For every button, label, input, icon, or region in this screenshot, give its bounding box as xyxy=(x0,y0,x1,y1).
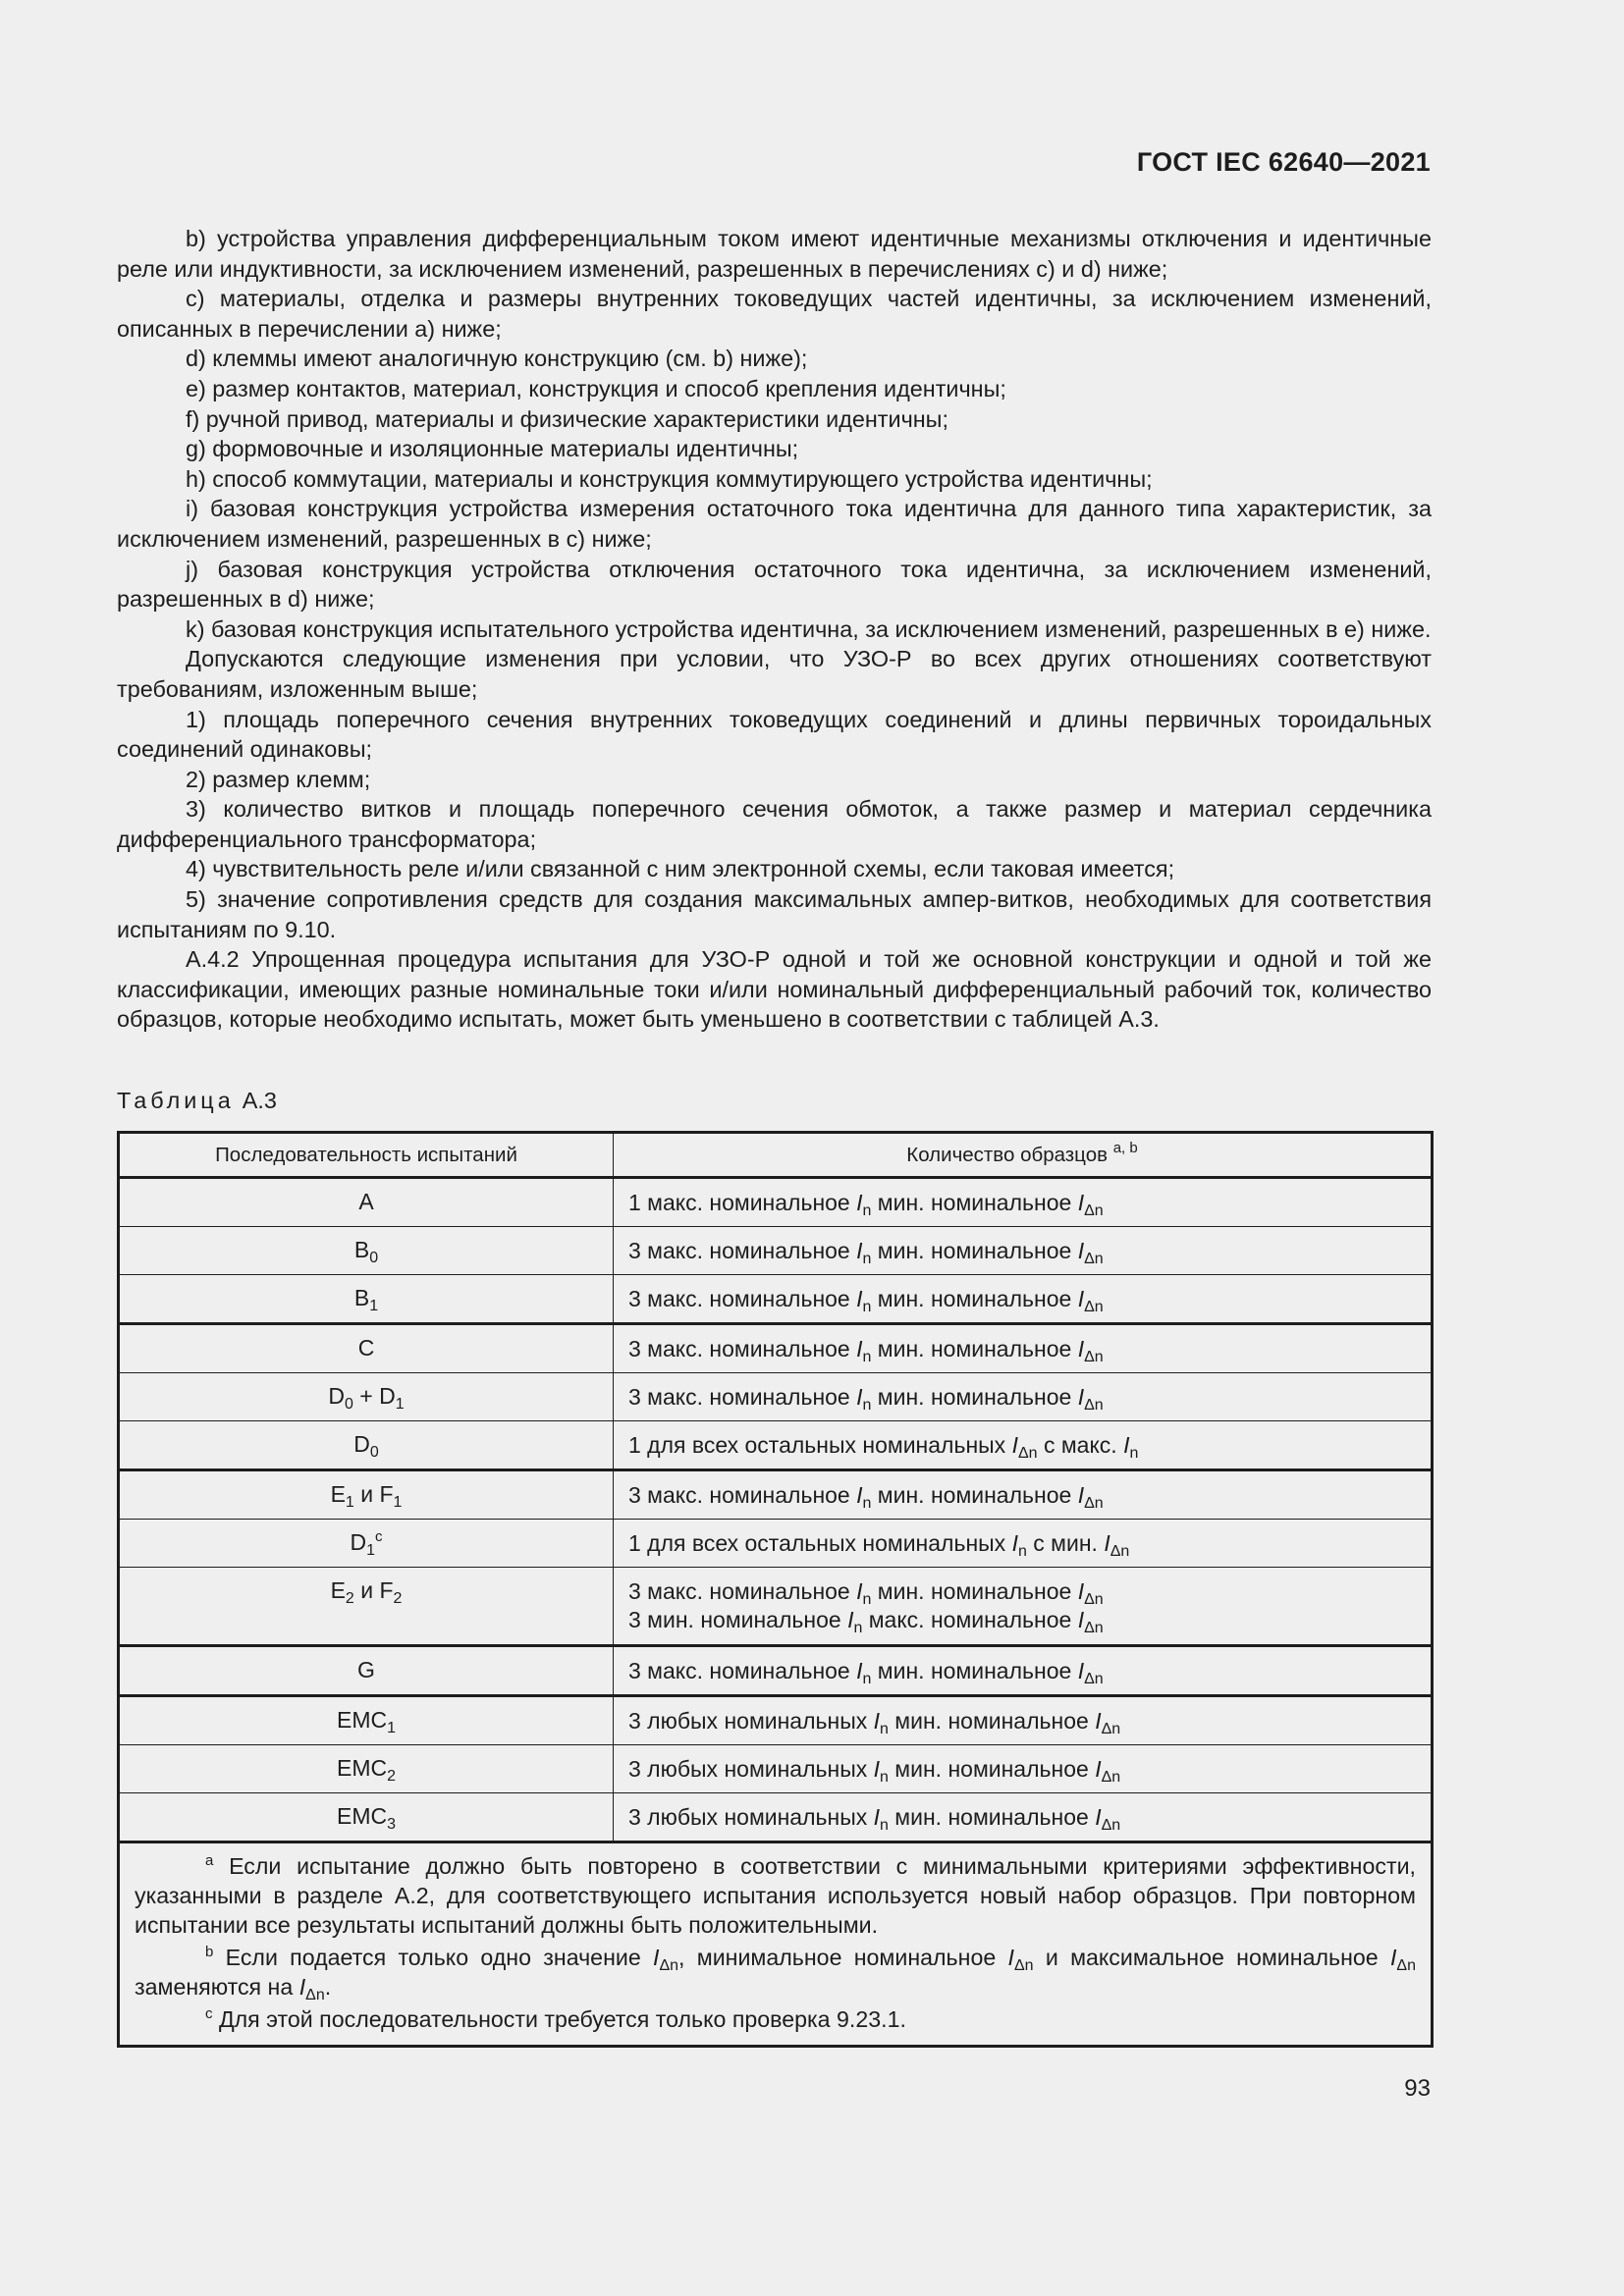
table-caption xyxy=(117,1088,277,1114)
table-notes-row xyxy=(119,1842,1433,2047)
paragraph: g) формовочные и изоляционные материалы идентичны; xyxy=(186,436,799,462)
footnote-a: $^a$ Если испытание должно быть повторено в соответствии с минимальными критериями эффективности, указанными в разделе А.2, для соответствующего испытания используется новый набор образцов. При повторном испытании все результаты испытаний должны быть положительными. xyxy=(135,1852,1416,1938)
page-number: 93 xyxy=(1404,2075,1431,2102)
table-row xyxy=(119,1324,1433,1373)
paragraph: 5) значение сопротивления средств для создания максимальных ампер-витков, необходимых для соответствия испытаниям по 9.10. xyxy=(117,886,1432,942)
body-text xyxy=(117,224,1432,1035)
sequence-cell: $D_1^c$ xyxy=(119,1520,614,1568)
table-row xyxy=(119,1275,1433,1324)
count-cell: 3 макс. номинальное $I_n$ мин. номинальное $I_{\Delta n}$ xyxy=(614,1227,1433,1275)
table-row xyxy=(119,1646,1433,1696)
count-cell: 3 любых номинальных $I_n$ мин. номинальное $I_{\Delta n}$ xyxy=(614,1696,1433,1745)
sequence-cell: $EMC_1$ xyxy=(119,1696,614,1745)
column-header-count: Количество образцов $^{a, b}$ xyxy=(614,1133,1433,1178)
table-row xyxy=(119,1373,1433,1421)
table-row xyxy=(119,1793,1433,1842)
count-cell: 1 для всех остальных номинальных $I_{\Delta n}$ с макс. $I_n$ xyxy=(614,1421,1433,1470)
table-row xyxy=(119,1421,1433,1470)
table-row xyxy=(119,1227,1433,1275)
paragraph: b) устройства управления дифференциальным током имеют идентичные механизмы отключения и идентичные реле или индуктивности, за исключением изменений, разрешенных в перечислениях c) и d) ниже; xyxy=(117,226,1432,282)
table-row xyxy=(119,1470,1433,1520)
sequence-cell: A xyxy=(119,1178,614,1227)
table-notes xyxy=(119,1842,1433,2047)
paragraph: j) базовая конструкция устройства отключения остаточного тока идентична, за исключением изменений, разрешенных в d) ниже; xyxy=(117,556,1432,613)
sequence-cell: C xyxy=(119,1324,614,1373)
paragraph: 4) чувствительность реле и/или связанной с ним электронной схемы, если таковая имеется; xyxy=(186,856,1175,882)
count-cell: 1 макс. номинальное $I_n$ мин. номинальное $I_{\Delta n}$ xyxy=(614,1178,1433,1227)
sequence-cell: $EMC_3$ xyxy=(119,1793,614,1842)
count-cell: 3 макс. номинальное $I_n$ мин. номинальное $I_{\Delta n}$ xyxy=(614,1646,1433,1696)
count-cell: 3 макс. номинальное $I_n$ мин. номинальное $I_{\Delta n}$ xyxy=(614,1275,1433,1324)
paragraph: Допускаются следующие изменения при условии, что УЗО-Р во всех других отношениях соответствуют требованиям, изложенным выше; xyxy=(117,646,1432,702)
table-caption-word: Таблица xyxy=(117,1088,235,1113)
table-row xyxy=(119,1568,1433,1646)
sequence-cell: $E_1$ и $F_1$ xyxy=(119,1470,614,1520)
sequence-cell: $B_0$ xyxy=(119,1227,614,1275)
count-cell: 3 макс. номинальное $I_n$ мин. номинальное $I_{\Delta n}$ 3 мин. номинальное $I_n$ макс. номинальное $I_{\Delta n}$ xyxy=(614,1568,1433,1646)
footnote-c: $^c$ Для этой последовательности требуется только проверка 9.23.1. xyxy=(205,2005,906,2032)
paragraph: 3) количество витков и площадь поперечного сечения обмоток, а также размер и материал сердечника дифференциального трансформатора; xyxy=(117,796,1432,852)
sequence-cell: $B_1$ xyxy=(119,1275,614,1324)
sequence-cell: $EMC_2$ xyxy=(119,1745,614,1793)
count-cell: 1 для всех остальных номинальных $I_n$ с мин. $I_{\Delta n}$ xyxy=(614,1520,1433,1568)
paragraph: А.4.2 Упрощенная процедура испытания для УЗО-Р одной и той же основной конструкции и одной и той же классификации, имеющих разные номинальные токи и/или номинальный дифференциальный рабочий ток, количество образцов, которые необходимо испытать, может быть уменьшено в соответствии с таблицей А.3. xyxy=(117,946,1432,1033)
samples-table xyxy=(117,1131,1434,2048)
count-cell: 3 макс. номинальное $I_n$ мин. номинальное $I_{\Delta n}$ xyxy=(614,1470,1433,1520)
sequence-cell: G xyxy=(119,1646,614,1696)
table-row xyxy=(119,1696,1433,1745)
paragraph: d) клеммы имеют аналогичную конструкцию (см. b) ниже); xyxy=(186,346,808,372)
sequence-cell: $D_0 + D_1$ xyxy=(119,1373,614,1421)
paragraph: 1) площадь поперечного сечения внутренних токоведущих соединений и длины первичных тороидальных соединений одинаковы; xyxy=(117,706,1432,763)
paragraph: h) способ коммутации, материалы и конструкция коммутирующего устройства идентичны; xyxy=(186,465,1153,492)
column-header-sequence: Последовательность испытаний xyxy=(119,1133,614,1178)
footnote-b: $^b$ Если подается только одно значение $I_{\Delta n}$, минимальное номинальное $I_{\Delta n}$ и максимальное номинальное $I_{\Delta n}$ заменяются на $I_{\Delta n}$. xyxy=(135,1944,1416,2003)
paragraph: 2) размер клемм; xyxy=(186,766,371,792)
paragraph: k) базовая конструкция испытательного устройства идентична, за исключением изменений, разрешенных в e) ниже. xyxy=(186,615,1432,642)
table-row xyxy=(119,1520,1433,1568)
table-row xyxy=(119,1178,1433,1227)
paragraph: e) размер контактов, материал, конструкция и способ крепления идентичны; xyxy=(186,375,1006,401)
count-cell: 3 макс. номинальное $I_n$ мин. номинальное $I_{\Delta n}$ xyxy=(614,1373,1433,1421)
count-cell: 3 любых номинальных $I_n$ мин. номинальное $I_{\Delta n}$ xyxy=(614,1793,1433,1842)
paragraph: c) материалы, отделка и размеры внутренних токоведущих частей идентичны, за исключением изменений, описанных в перечислении a) ниже; xyxy=(117,286,1432,342)
sequence-cell: $E_2$ и $F_2$ xyxy=(119,1568,614,1646)
paragraph: f) ручной привод, материалы и физические характеристики идентичны; xyxy=(186,405,948,432)
table-caption-number: А.3 xyxy=(242,1088,277,1113)
count-cell: 3 любых номинальных $I_n$ мин. номинальное $I_{\Delta n}$ xyxy=(614,1745,1433,1793)
sequence-cell: $D_0$ xyxy=(119,1421,614,1470)
table-header-row xyxy=(119,1133,1433,1178)
count-cell: 3 макс. номинальное $I_n$ мин. номинальное $I_{\Delta n}$ xyxy=(614,1324,1433,1373)
document-code: ГОСТ IEC 62640—2021 xyxy=(1136,147,1431,177)
table-row xyxy=(119,1745,1433,1793)
paragraph: i) базовая конструкция устройства измерения остаточного тока идентична для данного типа характеристик, за исключением изменений, разрешенных в c) ниже; xyxy=(117,496,1432,552)
